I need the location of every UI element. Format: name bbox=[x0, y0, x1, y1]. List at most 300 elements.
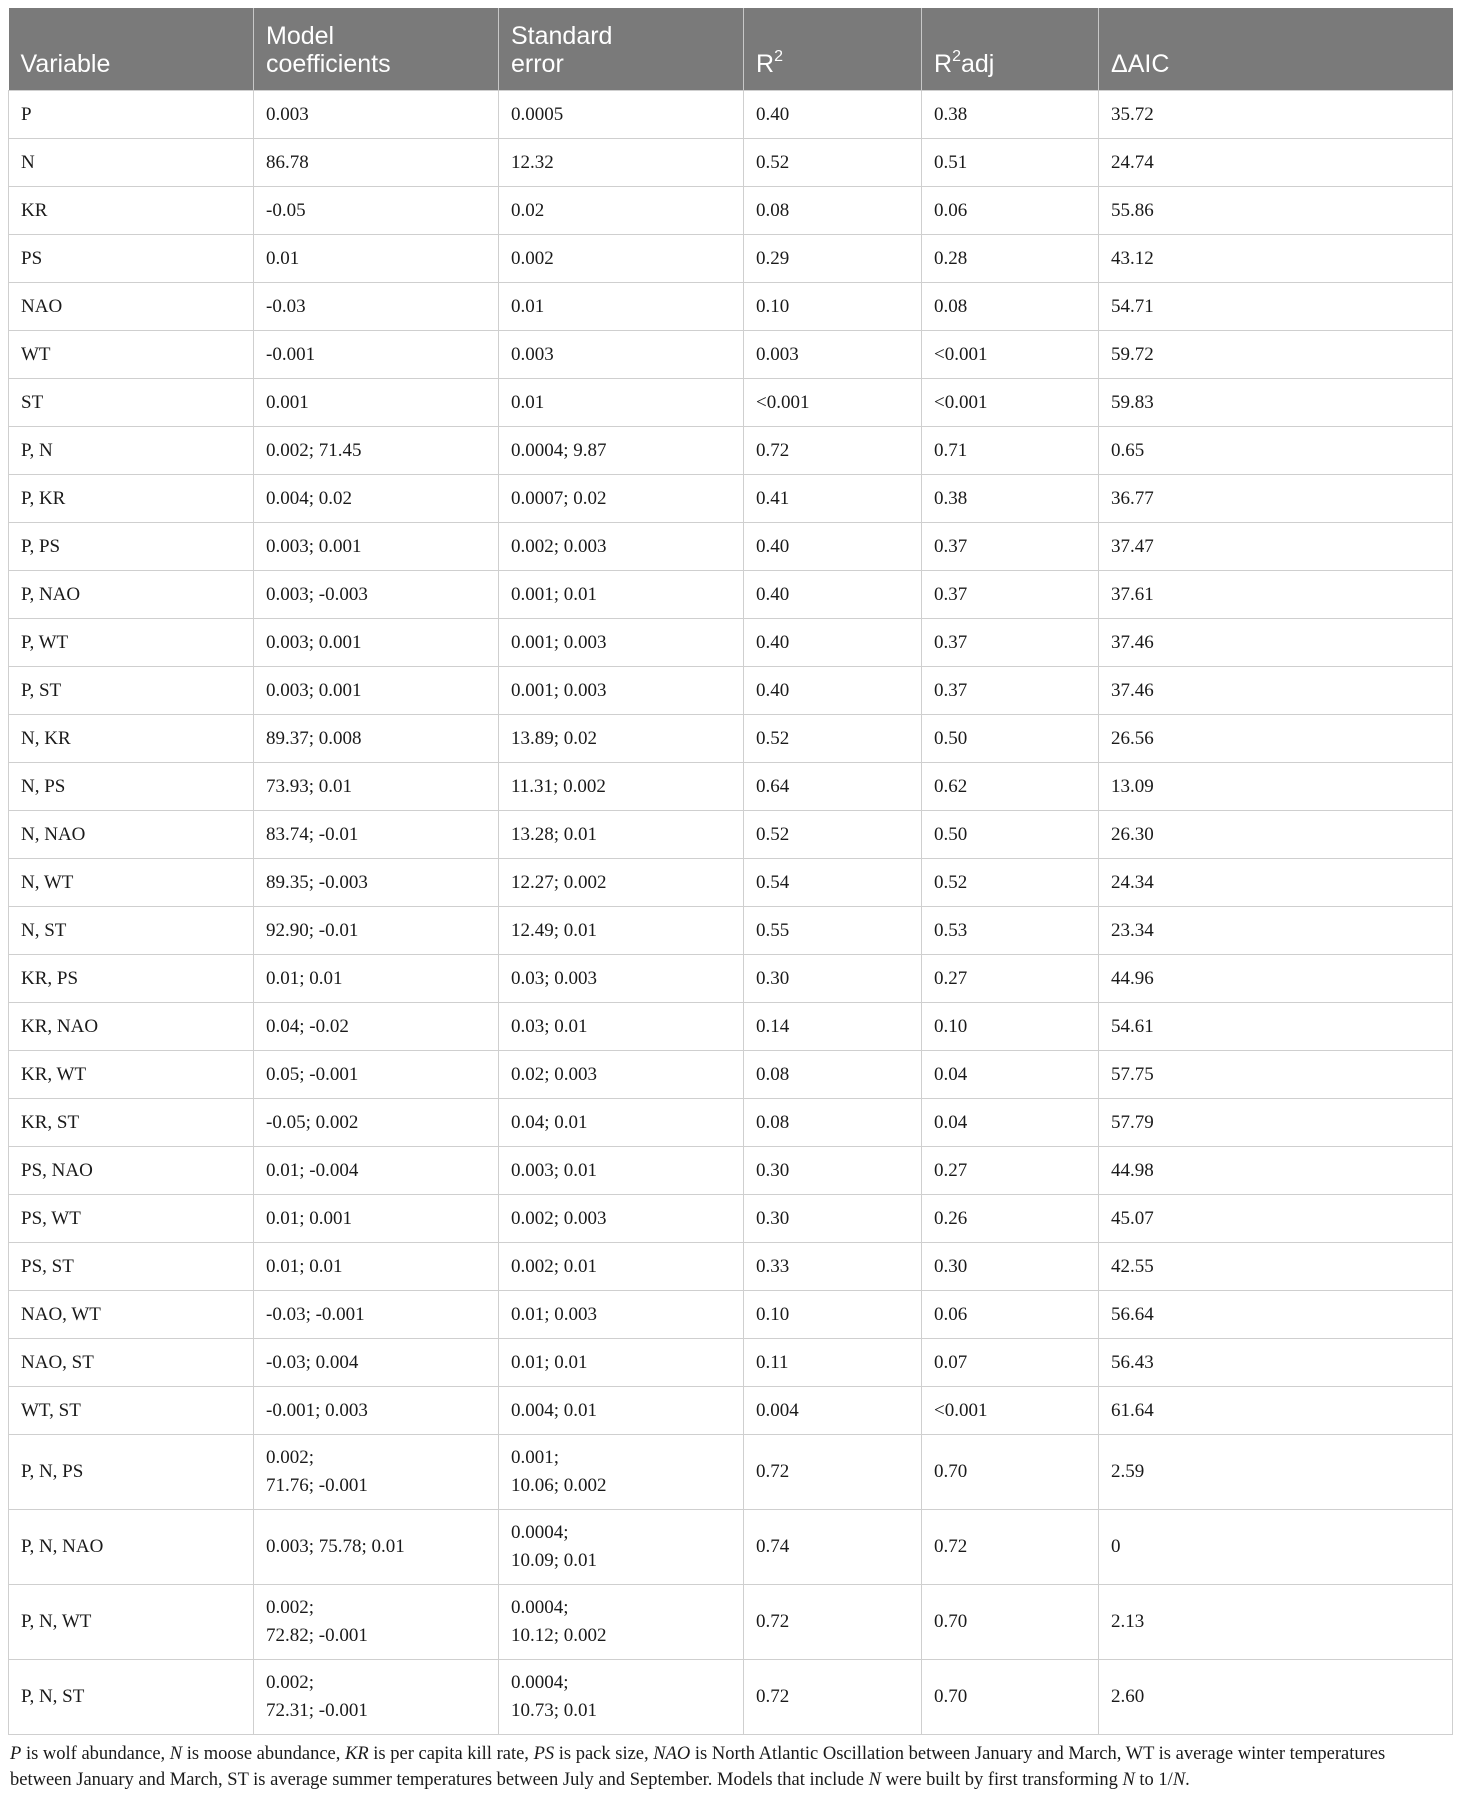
cell-standard-error-line: 0.02; 0.003 bbox=[511, 1063, 598, 1085]
cell-r2adj: 0.38 bbox=[922, 91, 1099, 139]
table-row bbox=[9, 1435, 1453, 1510]
cell-delta-aic: 2.13 bbox=[1099, 1585, 1453, 1660]
cell-standard-error-line: 12.49; 0.01 bbox=[511, 919, 598, 941]
cell-model-coefficients bbox=[254, 235, 499, 283]
header-delta-aic: ΔAIC bbox=[1099, 8, 1453, 91]
table-row bbox=[9, 187, 1453, 235]
cell-r2adj: <0.001 bbox=[922, 379, 1099, 427]
cell-model-coefficients-line: -0.001; 0.003 bbox=[266, 1399, 368, 1421]
cell-model-coefficients bbox=[254, 1339, 499, 1387]
cell-r2: 0.41 bbox=[744, 475, 922, 523]
cell-standard-error-line: 13.28; 0.01 bbox=[511, 823, 598, 845]
cell-r2: 0.30 bbox=[744, 1195, 922, 1243]
cell-variable: N, NAO bbox=[9, 811, 254, 859]
cell-model-coefficients bbox=[254, 667, 499, 715]
cell-r2: 0.55 bbox=[744, 907, 922, 955]
table-row bbox=[9, 1195, 1453, 1243]
cell-standard-error bbox=[499, 1243, 744, 1291]
cell-model-coefficients bbox=[254, 907, 499, 955]
cell-r2adj: 0.08 bbox=[922, 283, 1099, 331]
cell-model-coefficients bbox=[254, 523, 499, 571]
cell-standard-error-line: 0.04; 0.01 bbox=[511, 1111, 588, 1133]
cell-r2adj: 0.06 bbox=[922, 1291, 1099, 1339]
cell-model-coefficients-line: 0.04; -0.02 bbox=[266, 1015, 349, 1037]
cell-standard-error bbox=[499, 859, 744, 907]
cell-standard-error bbox=[499, 1660, 744, 1735]
header-r2: $R^2$ bbox=[744, 8, 922, 91]
cell-standard-error bbox=[499, 715, 744, 763]
cell-model-coefficients bbox=[254, 1585, 499, 1660]
cell-standard-error bbox=[499, 475, 744, 523]
cell-r2adj: <0.001 bbox=[922, 331, 1099, 379]
cell-r2adj: 0.06 bbox=[922, 187, 1099, 235]
table-row bbox=[9, 859, 1453, 907]
cell-standard-error bbox=[499, 379, 744, 427]
table-row bbox=[9, 667, 1453, 715]
cell-delta-aic: 57.75 bbox=[1099, 1051, 1453, 1099]
cell-standard-error bbox=[499, 667, 744, 715]
cell-model-coefficients bbox=[254, 1660, 499, 1735]
cell-r2: 0.74 bbox=[744, 1510, 922, 1585]
table-row bbox=[9, 379, 1453, 427]
cell-r2: 0.33 bbox=[744, 1243, 922, 1291]
cell-variable: N bbox=[9, 139, 254, 187]
cell-standard-error-line: 11.31; 0.002 bbox=[511, 775, 606, 797]
cell-delta-aic: 45.07 bbox=[1099, 1195, 1453, 1243]
cell-model-coefficients bbox=[254, 331, 499, 379]
cell-variable: P, N bbox=[9, 427, 254, 475]
cell-r2: 0.72 bbox=[744, 427, 922, 475]
cell-standard-error bbox=[499, 91, 744, 139]
cell-model-coefficients-line: -0.05 bbox=[266, 199, 306, 221]
cell-model-coefficients bbox=[254, 763, 499, 811]
cell-r2adj: 0.72 bbox=[922, 1510, 1099, 1585]
cell-r2adj: 0.53 bbox=[922, 907, 1099, 955]
cell-standard-error bbox=[499, 1291, 744, 1339]
cell-model-coefficients-line: 89.35; -0.003 bbox=[266, 871, 368, 893]
cell-delta-aic: 43.12 bbox=[1099, 235, 1453, 283]
cell-r2: 0.52 bbox=[744, 715, 922, 763]
cell-r2adj: 0.50 bbox=[922, 715, 1099, 763]
model-results-table bbox=[8, 8, 1453, 1735]
table-row bbox=[9, 1099, 1453, 1147]
table-body bbox=[9, 91, 1453, 1735]
table-row bbox=[9, 235, 1453, 283]
cell-r2adj: 0.04 bbox=[922, 1099, 1099, 1147]
table-row bbox=[9, 1387, 1453, 1435]
cell-standard-error bbox=[499, 283, 744, 331]
cell-standard-error bbox=[499, 1195, 744, 1243]
cell-r2: 0.52 bbox=[744, 139, 922, 187]
cell-r2adj: 0.27 bbox=[922, 955, 1099, 1003]
cell-standard-error bbox=[499, 1387, 744, 1435]
cell-standard-error bbox=[499, 811, 744, 859]
cell-standard-error-line: 0.003 bbox=[511, 343, 554, 365]
cell-model-coefficients bbox=[254, 1510, 499, 1585]
cell-r2: 0.64 bbox=[744, 763, 922, 811]
cell-model-coefficients bbox=[254, 1003, 499, 1051]
cell-model-coefficients-line: 0.01; -0.004 bbox=[266, 1159, 359, 1181]
cell-delta-aic: 2.59 bbox=[1099, 1435, 1453, 1510]
cell-variable: P, N, WT bbox=[9, 1585, 254, 1660]
table-row bbox=[9, 139, 1453, 187]
cell-model-coefficients-line: 0.003; 0.001 bbox=[266, 631, 362, 653]
cell-delta-aic: 0.65 bbox=[1099, 427, 1453, 475]
cell-standard-error-line: 0.003; 0.01 bbox=[511, 1159, 598, 1181]
cell-r2: 0.40 bbox=[744, 91, 922, 139]
table-row bbox=[9, 283, 1453, 331]
cell-model-coefficients bbox=[254, 955, 499, 1003]
cell-standard-error-line: 0.02 bbox=[511, 199, 545, 221]
cell-model-coefficients-line: 92.90; -0.01 bbox=[266, 919, 359, 941]
cell-standard-error bbox=[499, 1339, 744, 1387]
cell-model-coefficients-line: 0.01; 0.01 bbox=[266, 967, 343, 989]
table-row bbox=[9, 1291, 1453, 1339]
cell-model-coefficients-line: 0.003; -0.003 bbox=[266, 583, 368, 605]
cell-delta-aic: 44.98 bbox=[1099, 1147, 1453, 1195]
cell-standard-error-line: 0.002 bbox=[511, 247, 554, 269]
header-standard-error: Standard error bbox=[499, 8, 744, 91]
cell-model-coefficients bbox=[254, 1195, 499, 1243]
cell-model-coefficients bbox=[254, 859, 499, 907]
cell-model-coefficients bbox=[254, 1291, 499, 1339]
cell-standard-error-line: 0.0004; bbox=[511, 1597, 569, 1618]
cell-r2: 0.40 bbox=[744, 667, 922, 715]
cell-delta-aic: 36.77 bbox=[1099, 475, 1453, 523]
cell-standard-error bbox=[499, 907, 744, 955]
cell-model-coefficients-line: 72.31; -0.001 bbox=[266, 1700, 368, 1721]
cell-standard-error-line: 0.0007; 0.02 bbox=[511, 487, 607, 509]
cell-standard-error bbox=[499, 523, 744, 571]
cell-standard-error-line: 0.001; 0.003 bbox=[511, 631, 607, 653]
cell-delta-aic: 24.34 bbox=[1099, 859, 1453, 907]
cell-variable: KR, WT bbox=[9, 1051, 254, 1099]
cell-standard-error bbox=[499, 619, 744, 667]
cell-delta-aic: 55.86 bbox=[1099, 187, 1453, 235]
cell-variable: PS, NAO bbox=[9, 1147, 254, 1195]
cell-variable: PS bbox=[9, 235, 254, 283]
table-row bbox=[9, 715, 1453, 763]
table-row bbox=[9, 1660, 1453, 1735]
cell-variable: NAO, ST bbox=[9, 1339, 254, 1387]
cell-model-coefficients-line: 0.01 bbox=[266, 247, 300, 269]
cell-standard-error-line: 10.06; 0.002 bbox=[511, 1475, 607, 1496]
cell-standard-error bbox=[499, 427, 744, 475]
cell-r2adj: 0.37 bbox=[922, 571, 1099, 619]
cell-r2: 0.10 bbox=[744, 283, 922, 331]
cell-standard-error-line: 0.0004; bbox=[511, 1672, 569, 1693]
cell-variable: NAO bbox=[9, 283, 254, 331]
table-row bbox=[9, 955, 1453, 1003]
cell-delta-aic: 37.46 bbox=[1099, 619, 1453, 667]
cell-model-coefficients-line: 86.78 bbox=[266, 151, 309, 173]
cell-model-coefficients bbox=[254, 427, 499, 475]
header-variable: Variable bbox=[9, 8, 254, 91]
cell-variable: N, PS bbox=[9, 763, 254, 811]
cell-r2adj: 0.30 bbox=[922, 1243, 1099, 1291]
cell-model-coefficients-line: 0.01; 0.001 bbox=[266, 1207, 353, 1229]
cell-delta-aic: 37.47 bbox=[1099, 523, 1453, 571]
cell-variable: KR bbox=[9, 187, 254, 235]
cell-standard-error-line: 0.004; 0.01 bbox=[511, 1399, 598, 1421]
cell-standard-error-line: 0.0004; bbox=[511, 1522, 569, 1543]
cell-model-coefficients-line: 72.82; -0.001 bbox=[266, 1625, 368, 1646]
cell-variable: WT, ST bbox=[9, 1387, 254, 1435]
cell-model-coefficients-line: 73.93; 0.01 bbox=[266, 775, 353, 797]
cell-r2: 0.11 bbox=[744, 1339, 922, 1387]
cell-delta-aic: 61.64 bbox=[1099, 1387, 1453, 1435]
cell-variable: PS, ST bbox=[9, 1243, 254, 1291]
cell-r2adj: 0.70 bbox=[922, 1435, 1099, 1510]
table-row bbox=[9, 91, 1453, 139]
cell-r2adj: 0.52 bbox=[922, 859, 1099, 907]
cell-standard-error-line: 0.0005 bbox=[511, 103, 564, 125]
cell-delta-aic: 54.61 bbox=[1099, 1003, 1453, 1051]
cell-delta-aic: 24.74 bbox=[1099, 139, 1453, 187]
cell-standard-error-line: 0.001; 0.01 bbox=[511, 583, 598, 605]
table-container bbox=[8, 8, 1452, 1793]
cell-delta-aic: 37.46 bbox=[1099, 667, 1453, 715]
cell-variable: P, N, NAO bbox=[9, 1510, 254, 1585]
cell-delta-aic: 57.79 bbox=[1099, 1099, 1453, 1147]
cell-r2: <0.001 bbox=[744, 379, 922, 427]
cell-r2adj: 0.37 bbox=[922, 523, 1099, 571]
cell-r2adj: 0.70 bbox=[922, 1585, 1099, 1660]
cell-model-coefficients-line: 0.004; 0.02 bbox=[266, 487, 353, 509]
header-model-coefficients: Model coefficients bbox=[254, 8, 499, 91]
cell-delta-aic: 0 bbox=[1099, 1510, 1453, 1585]
cell-variable: P, PS bbox=[9, 523, 254, 571]
cell-standard-error bbox=[499, 235, 744, 283]
cell-delta-aic: 42.55 bbox=[1099, 1243, 1453, 1291]
cell-model-coefficients-line: 0.003; 75.78; 0.01 bbox=[266, 1536, 405, 1557]
cell-model-coefficients bbox=[254, 187, 499, 235]
cell-standard-error bbox=[499, 187, 744, 235]
cell-variable: P, NAO bbox=[9, 571, 254, 619]
cell-model-coefficients bbox=[254, 1387, 499, 1435]
table-row bbox=[9, 811, 1453, 859]
cell-r2: 0.30 bbox=[744, 955, 922, 1003]
cell-r2adj: 0.71 bbox=[922, 427, 1099, 475]
cell-model-coefficients bbox=[254, 283, 499, 331]
cell-r2adj: 0.27 bbox=[922, 1147, 1099, 1195]
cell-r2adj: 0.51 bbox=[922, 139, 1099, 187]
table-row bbox=[9, 1003, 1453, 1051]
cell-standard-error-line: 12.32 bbox=[511, 151, 554, 173]
cell-standard-error-line: 0.03; 0.003 bbox=[511, 967, 598, 989]
cell-variable: NAO, WT bbox=[9, 1291, 254, 1339]
cell-r2adj: 0.50 bbox=[922, 811, 1099, 859]
cell-r2adj: 0.07 bbox=[922, 1339, 1099, 1387]
cell-standard-error bbox=[499, 1099, 744, 1147]
cell-standard-error bbox=[499, 139, 744, 187]
cell-standard-error-line: 0.01; 0.003 bbox=[511, 1303, 598, 1325]
cell-standard-error bbox=[499, 1585, 744, 1660]
cell-r2adj: 0.37 bbox=[922, 619, 1099, 667]
cell-model-coefficients-line: 0.003; 0.001 bbox=[266, 679, 362, 701]
cell-variable: P, ST bbox=[9, 667, 254, 715]
cell-delta-aic: 56.64 bbox=[1099, 1291, 1453, 1339]
table-row bbox=[9, 1339, 1453, 1387]
cell-r2: 0.72 bbox=[744, 1660, 922, 1735]
cell-standard-error-line: 0.002; 0.003 bbox=[511, 1207, 607, 1229]
cell-r2: 0.40 bbox=[744, 571, 922, 619]
cell-r2adj: 0.10 bbox=[922, 1003, 1099, 1051]
cell-model-coefficients-line: 0.01; 0.01 bbox=[266, 1255, 343, 1277]
cell-variable: N, WT bbox=[9, 859, 254, 907]
cell-model-coefficients-line: 71.76; -0.001 bbox=[266, 1475, 368, 1496]
cell-r2: 0.30 bbox=[744, 1147, 922, 1195]
cell-model-coefficients bbox=[254, 1099, 499, 1147]
cell-delta-aic: 54.71 bbox=[1099, 283, 1453, 331]
cell-r2: 0.40 bbox=[744, 619, 922, 667]
table-row bbox=[9, 427, 1453, 475]
cell-model-coefficients-line: 89.37; 0.008 bbox=[266, 727, 362, 749]
cell-r2: 0.08 bbox=[744, 1099, 922, 1147]
cell-variable: P, KR bbox=[9, 475, 254, 523]
cell-r2: 0.08 bbox=[744, 187, 922, 235]
table-row bbox=[9, 1051, 1453, 1099]
cell-delta-aic: 26.56 bbox=[1099, 715, 1453, 763]
cell-delta-aic: 37.61 bbox=[1099, 571, 1453, 619]
cell-model-coefficients-line: 0.003 bbox=[266, 103, 309, 125]
table-row bbox=[9, 1147, 1453, 1195]
table-row bbox=[9, 475, 1453, 523]
cell-r2adj: 0.04 bbox=[922, 1051, 1099, 1099]
cell-delta-aic: 35.72 bbox=[1099, 91, 1453, 139]
table-row bbox=[9, 571, 1453, 619]
cell-model-coefficients-line: 83.74; -0.01 bbox=[266, 823, 359, 845]
cell-delta-aic: 23.34 bbox=[1099, 907, 1453, 955]
cell-variable: N, KR bbox=[9, 715, 254, 763]
cell-model-coefficients bbox=[254, 91, 499, 139]
cell-r2adj: 0.37 bbox=[922, 667, 1099, 715]
cell-model-coefficients-line: 0.002; 71.45 bbox=[266, 439, 362, 461]
cell-model-coefficients bbox=[254, 379, 499, 427]
table-row bbox=[9, 523, 1453, 571]
cell-model-coefficients bbox=[254, 139, 499, 187]
cell-model-coefficients bbox=[254, 1051, 499, 1099]
cell-model-coefficients-line: -0.03 bbox=[266, 295, 306, 317]
cell-delta-aic: 13.09 bbox=[1099, 763, 1453, 811]
table-row bbox=[9, 1585, 1453, 1660]
cell-model-coefficients bbox=[254, 475, 499, 523]
cell-r2adj: 0.70 bbox=[922, 1660, 1099, 1735]
cell-standard-error-line: 0.01 bbox=[511, 295, 545, 317]
cell-standard-error-line: 0.002; 0.01 bbox=[511, 1255, 598, 1277]
cell-standard-error-line: 0.03; 0.01 bbox=[511, 1015, 588, 1037]
cell-r2adj: 0.28 bbox=[922, 235, 1099, 283]
cell-r2: 0.004 bbox=[744, 1387, 922, 1435]
cell-r2adj: 0.26 bbox=[922, 1195, 1099, 1243]
cell-standard-error bbox=[499, 331, 744, 379]
cell-variable: WT bbox=[9, 331, 254, 379]
cell-standard-error bbox=[499, 1051, 744, 1099]
cell-r2: 0.72 bbox=[744, 1585, 922, 1660]
cell-model-coefficients-line: 0.001 bbox=[266, 391, 309, 413]
cell-standard-error-line: 10.09; 0.01 bbox=[511, 1550, 598, 1571]
cell-standard-error-line: 10.73; 0.01 bbox=[511, 1700, 598, 1721]
cell-r2: 0.54 bbox=[744, 859, 922, 907]
header-row bbox=[9, 8, 1453, 91]
cell-delta-aic: 44.96 bbox=[1099, 955, 1453, 1003]
table-row bbox=[9, 331, 1453, 379]
cell-model-coefficients-line: 0.003; 0.001 bbox=[266, 535, 362, 557]
cell-standard-error-line: 0.01 bbox=[511, 391, 545, 413]
cell-standard-error-line: 0.0004; 9.87 bbox=[511, 439, 607, 461]
cell-model-coefficients-line: 0.05; -0.001 bbox=[266, 1063, 359, 1085]
cell-variable: PS, WT bbox=[9, 1195, 254, 1243]
cell-standard-error-line: 13.89; 0.02 bbox=[511, 727, 598, 749]
cell-variable: N, ST bbox=[9, 907, 254, 955]
cell-r2: 0.14 bbox=[744, 1003, 922, 1051]
cell-standard-error bbox=[499, 1510, 744, 1585]
cell-model-coefficients-line: -0.001 bbox=[266, 343, 316, 365]
table-row bbox=[9, 1510, 1453, 1585]
cell-standard-error-line: 10.12; 0.002 bbox=[511, 1625, 607, 1646]
cell-delta-aic: 26.30 bbox=[1099, 811, 1453, 859]
cell-delta-aic: 56.43 bbox=[1099, 1339, 1453, 1387]
cell-standard-error-line: 0.001; 0.003 bbox=[511, 679, 607, 701]
cell-r2: 0.003 bbox=[744, 331, 922, 379]
table-row bbox=[9, 907, 1453, 955]
cell-model-coefficients-line: 0.002; bbox=[266, 1672, 315, 1693]
cell-r2: 0.40 bbox=[744, 523, 922, 571]
cell-delta-aic: 59.83 bbox=[1099, 379, 1453, 427]
cell-r2adj: <0.001 bbox=[922, 1387, 1099, 1435]
cell-model-coefficients bbox=[254, 715, 499, 763]
cell-variable: P, N, PS bbox=[9, 1435, 254, 1510]
cell-model-coefficients bbox=[254, 811, 499, 859]
table-row bbox=[9, 619, 1453, 667]
cell-r2: 0.29 bbox=[744, 235, 922, 283]
cell-model-coefficients bbox=[254, 1243, 499, 1291]
cell-model-coefficients-line: -0.03; -0.001 bbox=[266, 1303, 365, 1325]
cell-variable: KR, PS bbox=[9, 955, 254, 1003]
cell-r2: 0.52 bbox=[744, 811, 922, 859]
cell-model-coefficients bbox=[254, 571, 499, 619]
cell-delta-aic: 59.72 bbox=[1099, 331, 1453, 379]
cell-r2adj: 0.38 bbox=[922, 475, 1099, 523]
table-row bbox=[9, 1243, 1453, 1291]
cell-standard-error-line: 12.27; 0.002 bbox=[511, 871, 607, 893]
cell-variable: P, N, ST bbox=[9, 1660, 254, 1735]
table-row bbox=[9, 763, 1453, 811]
cell-model-coefficients bbox=[254, 1435, 499, 1510]
cell-standard-error bbox=[499, 571, 744, 619]
cell-variable: KR, ST bbox=[9, 1099, 254, 1147]
cell-model-coefficients-line: 0.002; bbox=[266, 1597, 315, 1618]
cell-standard-error-line: 0.001; bbox=[511, 1447, 560, 1468]
cell-model-coefficients-line: 0.002; bbox=[266, 1447, 315, 1468]
cell-standard-error bbox=[499, 763, 744, 811]
cell-r2: 0.72 bbox=[744, 1435, 922, 1510]
cell-delta-aic: 2.60 bbox=[1099, 1660, 1453, 1735]
cell-standard-error bbox=[499, 1147, 744, 1195]
cell-standard-error bbox=[499, 955, 744, 1003]
cell-standard-error bbox=[499, 1435, 744, 1510]
cell-r2adj: 0.62 bbox=[922, 763, 1099, 811]
cell-variable: ST bbox=[9, 379, 254, 427]
cell-model-coefficients-line: -0.03; 0.004 bbox=[266, 1351, 359, 1373]
table-footnote: P is wolf abundance, N is moose abundance, KR is per capita kill rate, PS is pack size, NAO is North Atlantic Oscillation between January and March, WT is average winter temperatures between January and March, ST is average summer temperatures between July and September. Models that include N were built by first transforming N to 1/N. bbox=[10, 1744, 1386, 1790]
header-r2adj: $R^2adj$ bbox=[922, 8, 1099, 91]
cell-variable: KR, NAO bbox=[9, 1003, 254, 1051]
cell-model-coefficients bbox=[254, 1147, 499, 1195]
cell-r2: 0.10 bbox=[744, 1291, 922, 1339]
cell-standard-error bbox=[499, 1003, 744, 1051]
cell-r2: 0.08 bbox=[744, 1051, 922, 1099]
